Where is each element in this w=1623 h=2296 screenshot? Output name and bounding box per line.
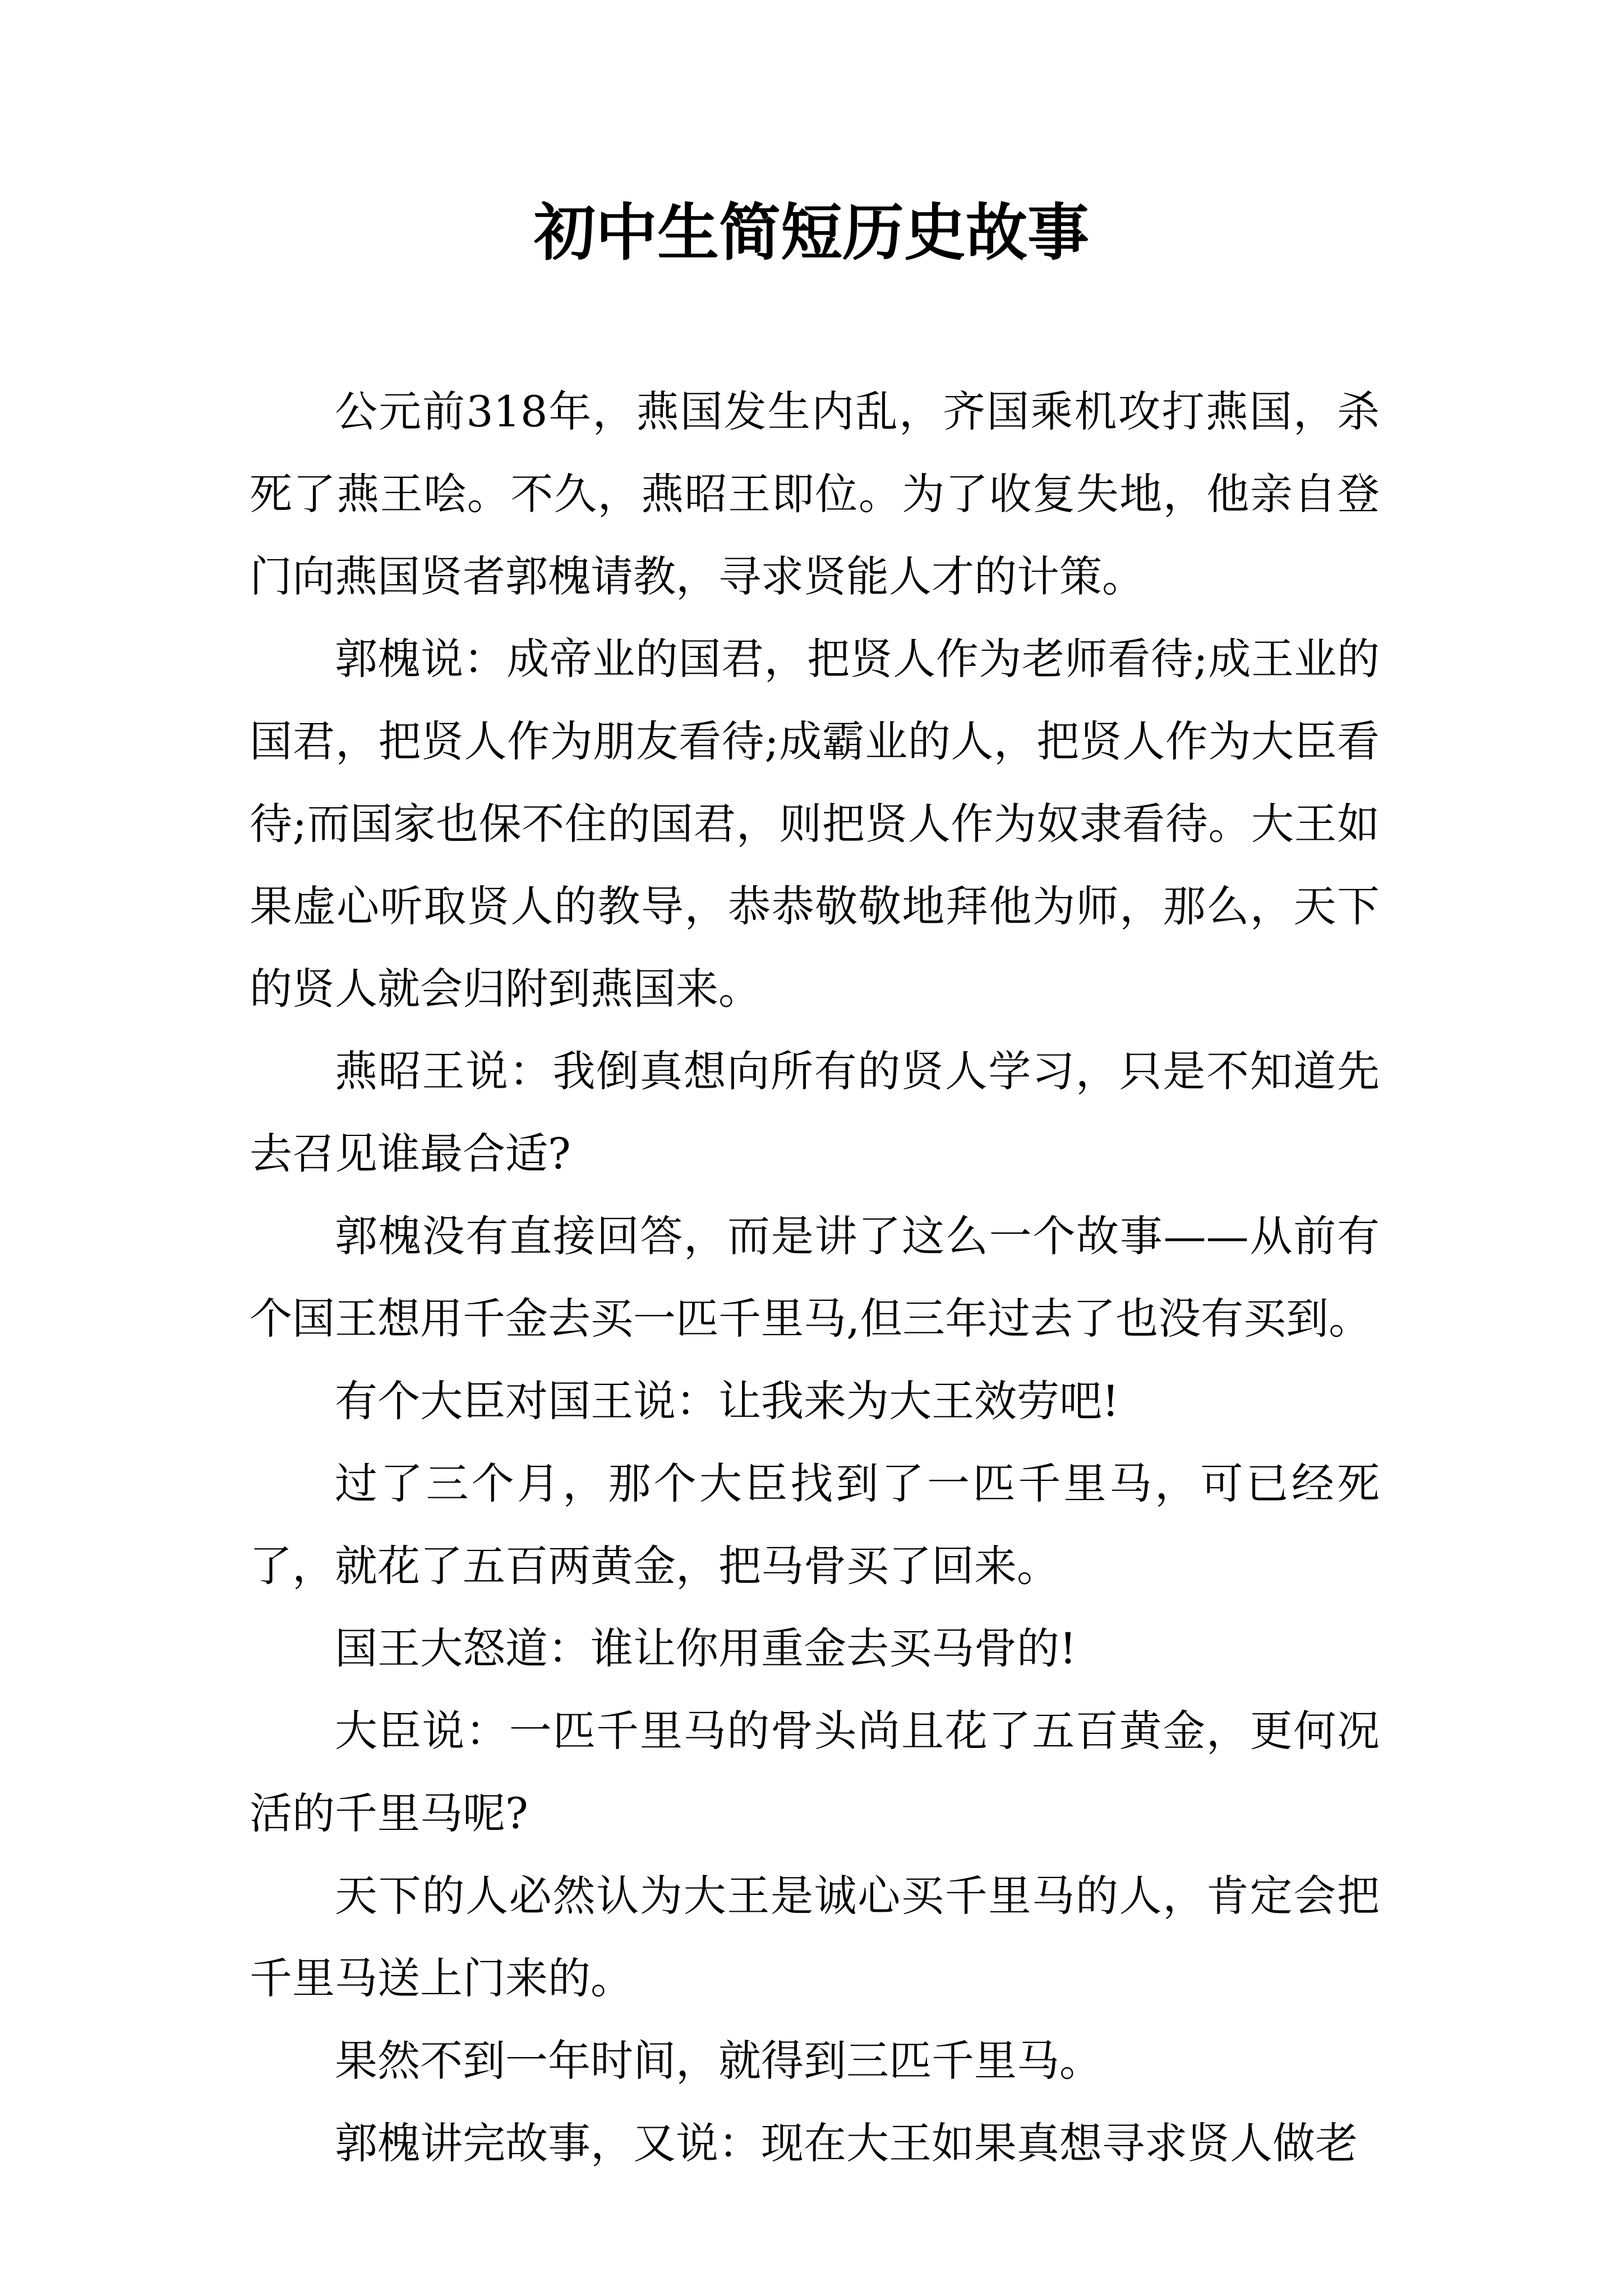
document-title: 初中生简短历史故事: [534, 196, 1089, 269]
paragraph: 郭槐没有直接回答，而是讲了这么一个故事——从前有个国王想用千金去买一匹千里马,但三年过去了也没有买到。: [250, 1211, 1380, 1343]
paragraph: 有个大臣对国王说：让我来为大王效劳吧!: [335, 1376, 1119, 1426]
paragraph: 燕昭王说：我倒真想向所有的贤人学习，只是不知道先去召见谁最合适?: [250, 1046, 1380, 1179]
paragraph: 过了三个月，那个大臣找到了一匹千里马，可已经死了，就花了五百两黄金，把马骨买了回来。: [250, 1458, 1380, 1591]
paragraph: 国王大怒道：谁让你用重金去买马骨的!: [335, 1623, 1077, 1673]
paragraph: 果然不到一年时间，就得到三匹千里马。: [335, 2036, 1102, 2086]
paragraph: 公元前318年，燕国发生内乱，齐国乘机攻打燕国，杀死了燕王哙。不久，燕昭王即位。为了收复失地，他亲自登门向燕国贤者郭槐请教，寻求贤能人才的计策。: [250, 386, 1380, 601]
paragraph: 天下的人必然认为大王是诚心买千里马的人，肯定会把千里马送上门来的。: [250, 1871, 1380, 2003]
paragraph: 大臣说：一匹千里马的骨头尚且花了五百黄金，更何况活的千里马呢?: [250, 1706, 1380, 1838]
paragraph: 郭槐讲完故事，又说：现在大王如果真想寻求贤人做老: [335, 2118, 1358, 2168]
document-body: [250, 370, 1380, 2184]
paragraph: 郭槐说：成帝业的国君，把贤人作为老师看待;成王业的国君，把贤人作为朋友看待;成霸业的人，把贤人作为大臣看待;而国家也保不住的国君，则把贤人作为奴隶看待。大王如果虚心听取贤人的教导，恭恭敬敬地拜他为师，那么，天下的贤人就会归附到燕国来。: [250, 634, 1380, 1014]
